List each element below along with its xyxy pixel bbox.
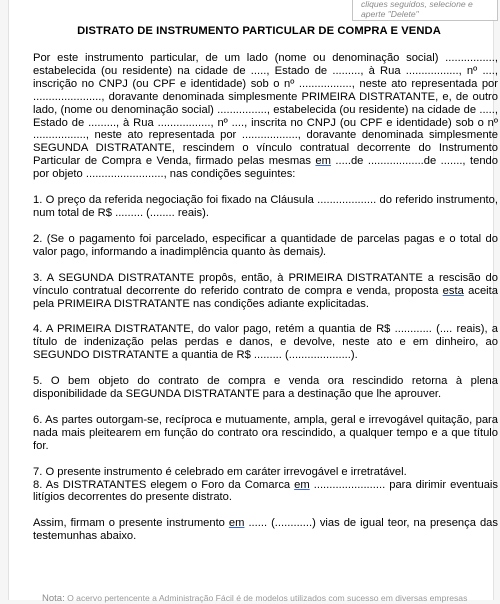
- clause-8-underlined-em: em: [294, 478, 310, 491]
- clause-8-text-a: 8. As DISTRATANTES elegem o Foro da Comarca: [33, 478, 295, 491]
- clause-5: 5. O bem objeto do contrato de compra e venda ora rescindido retorna à plena disponibilidade da SEGUNDA DISTRATANTE para a destinação que lhe aprouver.: [33, 375, 498, 401]
- document-title: DISTRATO DE INSTRUMENTO PARTICULAR DE COMPRA E VENDA: [77, 25, 441, 37]
- closing-paragraph: [33, 517, 498, 543]
- intro-paragraph: [33, 52, 498, 181]
- clause-2-italic-close: ).: [319, 245, 327, 258]
- closing-underlined-em: em: [228, 517, 245, 530]
- clause-4: 4. A PRIMEIRA DISTRATANTE, do valor pago, retém a quantia de R$ ............ (.... reais), a título de indenização pelas perdas e danos, e devolve, neste ato e em dinheiro, ao SEGUNDO DISTRATANTE a quantia de R$ ......... (....................).: [33, 323, 498, 362]
- intro-text-b: .....de ..................de ......., tendo por objeto ........................., nas condições seguintes:: [33, 155, 498, 181]
- delete-hint-tooltip: cliques seguidos, selecione e aperte "Delete": [352, 0, 498, 21]
- clause-3: [33, 272, 498, 311]
- footer-note-label: Nota:: [42, 593, 65, 604]
- clause-8-text-b: ....................... para dirimir eventuais litígios decorrentes do presente distrato.: [33, 478, 498, 504]
- clause-6: 6. As partes outorgam-se, recíproca e mutuamente, ampla, geral e irrevogável quitação, para nada mais pleitearem em função do contrato ora rescindido, a qualquer tempo e a que título for.: [33, 413, 498, 452]
- clause-2: [33, 233, 498, 259]
- document-body: [33, 52, 498, 556]
- clause-2-text: 2. (Se o pagamento foi parcelado, especificar a quantidade de parcelas pagas e o total do valor pago, informando a inadimplência quanto às demais: [33, 232, 498, 258]
- closing-text-a: Assim, firmam o presente instrumento: [33, 517, 229, 530]
- clause-3-text-b: aceita pela PRIMEIRA DISTRATANTE nas condições adiante explicitadas.: [33, 284, 499, 310]
- intro-text-a: Por este instrumento particular, de um lado (nome ou denominação social) ................, estabelecida (ou residente) na cidade de ....., Estado de ........., à Rua ................., nº ...., inscrição no CNPJ (ou CPF e identidade) sob o nº ................., neste ato representada por ......................, doravante denominada simplesmente PRIMEIRA DISTRATANTE, e, de outro lado, (nome ou denominação social) ................, estabelecida (ou residente) na cidade de ....., Estado de ........., à Rua ................., nº ...., inscrita no CNPJ (ou CPF e identidade) sob o nº ................., neste ato representada por .................., doravante denominada simplesmente SEGUNDA DISTRATANTE, rescindem o vínculo contratual decorrente do Instrumento Particular de Compra e Venda, firmado pelas mesmas: [33, 52, 498, 168]
- footer-note: [42, 593, 492, 604]
- clause-3-text-a: 3. A SEGUNDA DISTRATANTE propôs, então, à PRIMEIRA DISTRATANTE a rescisão do vínculo contratual decorrente do referido contrato de compra e venda, proposta: [33, 271, 498, 297]
- clause-3-underlined-esta: esta: [442, 284, 464, 297]
- clause-1: 1. O preço da referida negociação foi fixado na Cláusula ................... do referido instrumento, num total de R$ ......... (........ reais).: [33, 194, 498, 219]
- closing-text-b: ...... (............) vias de igual teor, na presença das testemunhas abaixo.: [33, 517, 499, 543]
- footer-note-text: O acervo pertencente a Administração Fácil é de modelos utilizados com sucesso em diversas empresas: [64, 593, 468, 603]
- intro-underlined-em: em: [315, 155, 331, 168]
- clause-7: 7. O presente instrumento é celebrado em caráter irrevogável e irretratável.: [33, 465, 407, 478]
- document-page: [8, 0, 499, 604]
- clause-8: [33, 479, 498, 505]
